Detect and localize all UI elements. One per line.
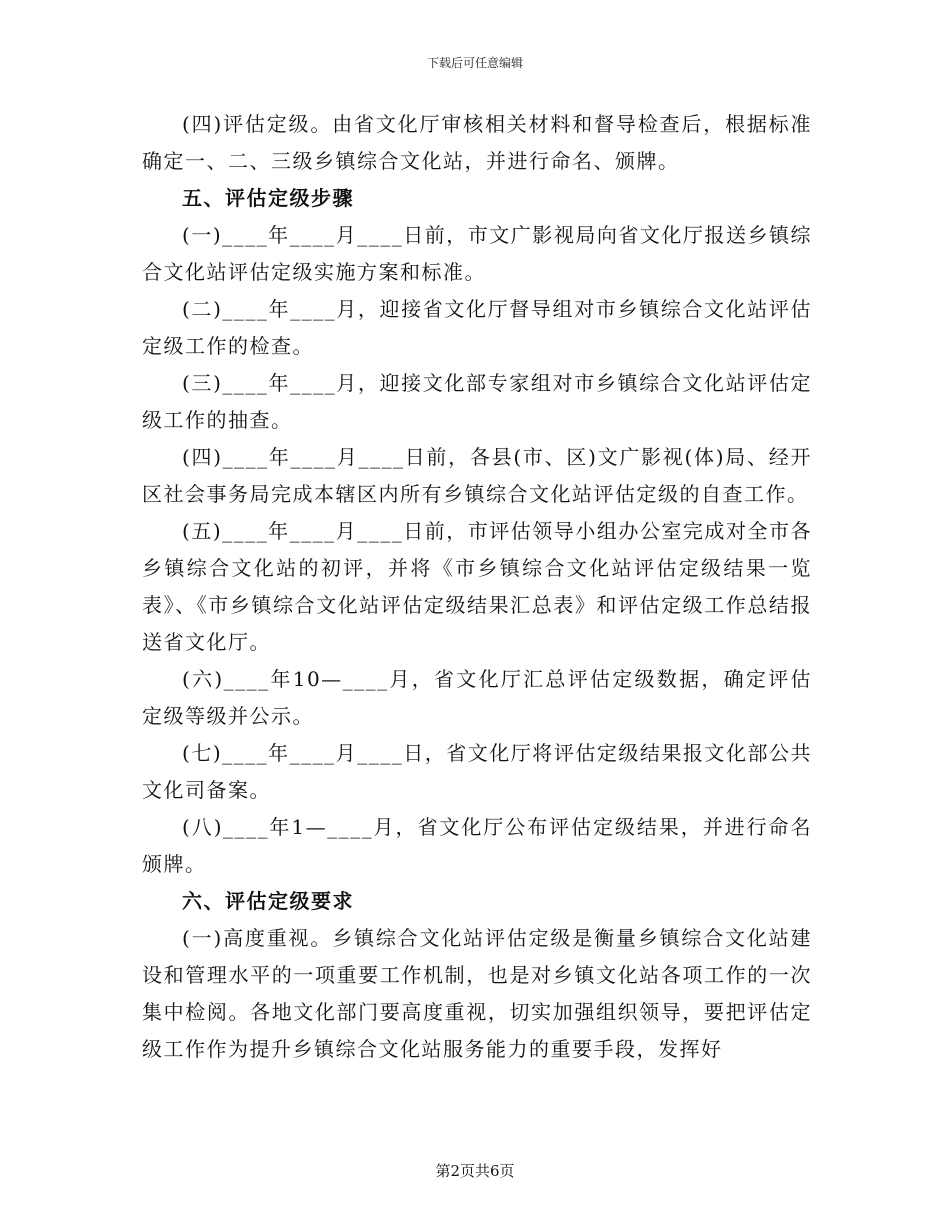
paragraph: (五)____年____月____日前，市评估领导小组办公室完成对全市各乡镇综合文化站的初评，并将《市乡镇综合文化站评估定级结果一览表》、《市乡镇综合文化站评估定级结果汇总表》和评估定级工作总结报送省文化厅。	[142, 519, 812, 654]
section-heading: 六、评估定级要求	[182, 889, 354, 913]
document-body	[142, 106, 812, 1068]
paragraph: (七)____年____月____日，省文化厅将评估定级结果报文化部公共文化司备案。	[142, 741, 812, 802]
paragraph: (六)____年10—____月，省文化厅汇总评估定级数据，确定评估定级等级并公示。	[142, 667, 812, 728]
paragraph: (八)____年1—____月，省文化厅公布评估定级结果，并进行命名颁牌。	[142, 815, 812, 876]
paragraph: (二)____年____月，迎接省文化厅督导组对市乡镇综合文化站评估定级工作的检查。	[142, 297, 812, 358]
section-heading: 五、评估定级步骤	[182, 186, 354, 210]
paragraph: (一)____年____月____日前，市文广影视局向省文化厅报送乡镇综合文化站评估定级实施方案和标准。	[142, 223, 812, 284]
paragraph: (三)____年____月，迎接文化部专家组对市乡镇综合文化站评估定级工作的抽查。	[142, 371, 812, 432]
page-header: 下载后可任意编辑	[426, 56, 523, 70]
paragraph: (四)评估定级。由省文化厅审核相关材料和督导检查后，根据标准确定一、二、三级乡镇综合文化站，并进行命名、颁牌。	[142, 112, 812, 173]
paragraph: (四)____年____月____日前，各县(市、区)文广影视(体)局、经开区社会事务局完成本辖区内所有乡镇综合文化站评估定级的自查工作。	[142, 445, 812, 506]
paragraph: (一)高度重视。乡镇综合文化站评估定级是衡量乡镇综合文化站建设和管理水平的一项重要工作机制，也是对乡镇文化站各项工作的一次集中检阅。各地文化部门要高度重视，切实加强组织领导，要把评估定级工作作为提升乡镇综合文化站服务能力的重要手段，发挥好	[142, 926, 812, 1061]
page-number: 第2页共6页	[435, 1162, 515, 1180]
